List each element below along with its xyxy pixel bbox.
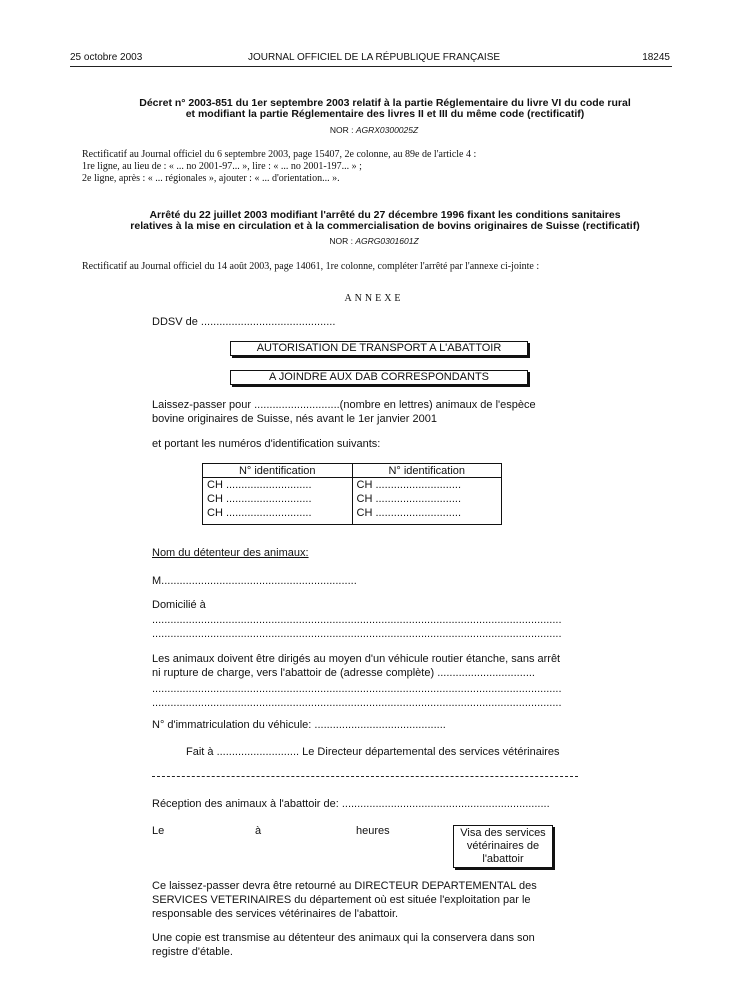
- copy-instructions: Une copie est transmise au détenteur des animaux qui la conservera dans son registre d'étable.: [152, 932, 535, 958]
- signature-line: Fait à ........................... Le Directeur départemental des services vétérinaires: [186, 746, 560, 758]
- header-rule: [70, 66, 672, 67]
- holder-heading: Nom du détenteur des animaux:: [152, 547, 309, 559]
- veterinary-visa-box: Visa des services vétérinaires de l'abattoir: [453, 825, 553, 868]
- domicile-dots-2: ......................................................................................................................................: [152, 628, 562, 640]
- table-row: CH ............................ CH ............................: [203, 506, 502, 525]
- reception-place-label: à: [255, 825, 262, 837]
- vehicle-registration-line: N° d'immatriculation du véhicule: ...........................................: [152, 719, 446, 731]
- identification-table: [202, 463, 502, 525]
- table-header: N° identification: [352, 464, 502, 478]
- domicile-dots-1: ......................................................................................................................................: [152, 614, 562, 626]
- decree2-title: Arrêté du 22 juillet 2003 modifiant l'arrêté du 27 décembre 1996 fixant les conditions sanitaires relatives à la mise en circulation et à la commercialisation de bovins originaires de Suisse (rectificatif): [130, 209, 640, 232]
- ddsv-line: DDSV de ............................................: [152, 316, 336, 328]
- header-date: 25 octobre 2003: [70, 52, 143, 63]
- reception-hours-label: heures: [356, 825, 390, 837]
- table-row: CH ............................ CH ............................: [203, 492, 502, 506]
- decree2-nor: NOR : AGRG0301601Z: [329, 236, 419, 246]
- identification-intro: et portant les numéros d'identification suivants:: [152, 438, 381, 450]
- return-instructions: Ce laissez-passer devra être retourné au DIRECTEUR DEPARTEMENTAL des SERVICES VETERINAIRES du département où est située l'exploitation par le responsable des services vétérinaires de l'abattoir.: [152, 880, 537, 920]
- table-header: N° identification: [203, 464, 353, 478]
- decree1-body: Rectificatif au Journal officiel du 6 septembre 2003, page 15407, 2e colonne, au 89e de l'article 4 : 1re ligne, au lieu de : « ... no 2001-97... », lire : « ... no 2001-197... » ; 2e ligne, après : « ... régionales », ajouter : « ... d'orientation... ».: [82, 149, 477, 184]
- transport-authorization-box: AUTORISATION DE TRANSPORT A L'ABATTOIR: [230, 341, 528, 356]
- address-dots-1: ......................................................................................................................................: [152, 683, 562, 695]
- reception-line: Réception des animaux à l'abattoir de: ....................................................................: [152, 798, 550, 810]
- decree2-body: Rectificatif au Journal officiel du 14 août 2003, page 14061, 1re colonne, compléter l'arrêté par l'annexe ci-jointe :: [82, 261, 540, 272]
- header-journal: JOURNAL OFFICIEL DE LA RÉPUBLIQUE FRANÇAISE: [247, 52, 501, 63]
- holder-name-line: M................................................................: [152, 575, 357, 587]
- signature-rule: [152, 776, 578, 777]
- domicile-label: Domicilié à: [152, 599, 206, 611]
- laissez-passer-text: Laissez-passer pour ............................(nombre en lettres) animaux de l'espèce bovine originaires de Suisse, nés avant le 1er janvier 2001: [152, 399, 536, 425]
- decree1-title: Décret n° 2003-851 du 1er septembre 2003 relatif à la partie Réglementaire du livre VI du code rural et modifiant la partie Réglementaire des livres II et III du même code (rectificatif): [139, 97, 631, 120]
- decree1-nor: NOR : AGRX0300025Z: [329, 125, 419, 135]
- dab-attachment-box: A JOINDRE AUX DAB CORRESPONDANTS: [230, 370, 528, 385]
- annexe-title: ANNEXE: [344, 293, 404, 304]
- address-dots-2: ......................................................................................................................................: [152, 697, 562, 709]
- transport-conditions: Les animaux doivent être dirigés au moyen d'un véhicule routier étanche, sans arrêt ni rupture de charge, vers l'abattoir de (adresse complète) ................................: [152, 653, 561, 679]
- header-page-number: 18245: [642, 52, 670, 63]
- reception-date-label: Le: [152, 825, 165, 837]
- table-row: CH ............................ CH ............................: [203, 478, 502, 493]
